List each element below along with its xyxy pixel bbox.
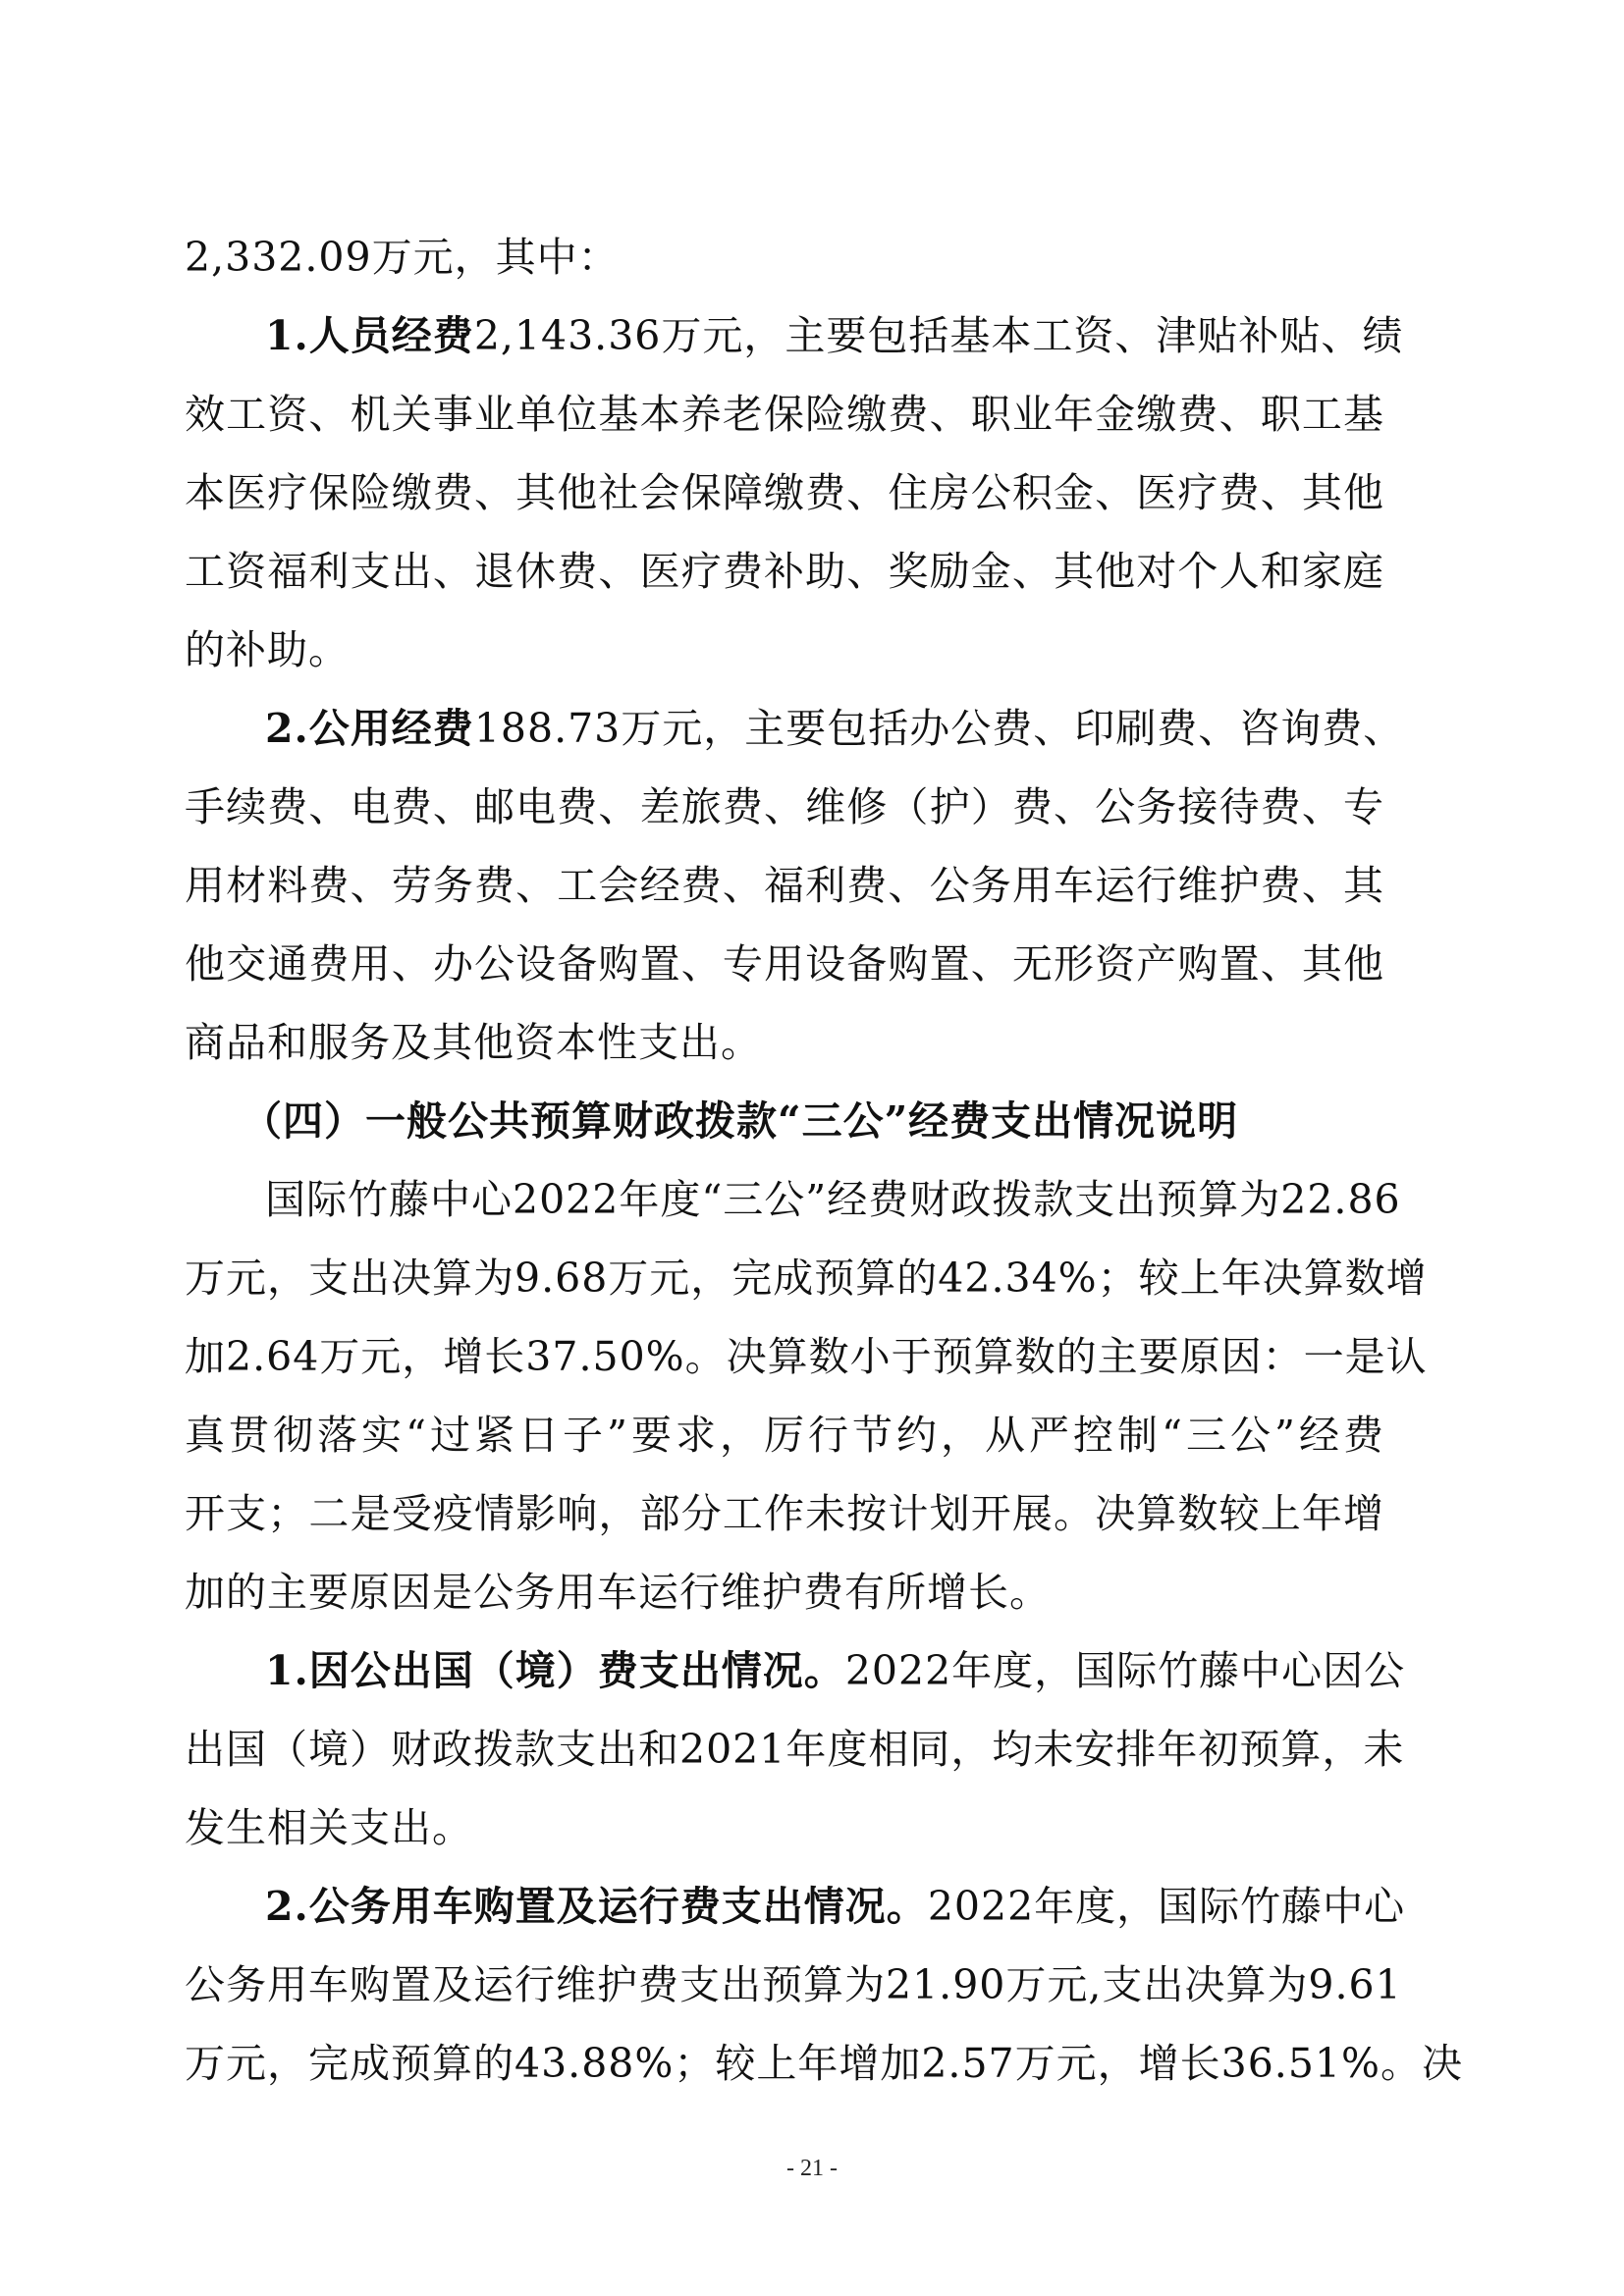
item-text: 2022年度，国际竹藤中心: [927, 1883, 1406, 1930]
text-line: 2,332.09万元，其中：: [185, 234, 620, 281]
text-line: 真贯彻落实“过紧日子”要求，厉行节约，从严控制“三公”经费: [185, 1412, 1384, 1459]
text-line: 万元，完成预算的43.88%；较上年增加2.57万元，增长36.51%。决: [185, 2040, 1463, 2087]
text-line: 手续费、电费、邮电费、差旅费、维修（护）费、公务接待费、专: [185, 783, 1384, 830]
text-line: [185, 296, 1404, 375]
text-line: [185, 689, 1405, 768]
text-line: 本医疗保险缴费、其他社会保障缴费、住房公积金、医疗费、其他: [185, 469, 1384, 516]
text-line: 用材料费、劳务费、工会经费、福利费、公务用车运行维护费、其: [185, 862, 1384, 909]
text-line: 的补助。: [185, 626, 350, 673]
text-line: [185, 1631, 1406, 1710]
section-heading: （四）一般公共预算财政拨款“三公”经费支出情况说明: [242, 1097, 1239, 1145]
text-line: 发生相关支出。: [185, 1804, 473, 1851]
text-line: 万元，支出决算为9.68万元，完成预算的42.34%；较上年决算数增: [185, 1255, 1428, 1302]
text-line: 开支；二是受疫情影响，部分工作未按计划开展。决算数较上年增: [185, 1490, 1384, 1537]
item-text: 2022年度，国际竹藤中心因公: [844, 1647, 1406, 1694]
item-lead: 2.公用经费: [265, 705, 474, 752]
text-line: 工资福利支出、退休费、医疗费补助、奖励金、其他对个人和家庭: [185, 548, 1384, 595]
text-line: 商品和服务及其他资本性支出。: [185, 1019, 762, 1066]
item-lead: 1.人员经费: [265, 312, 474, 359]
text-line: [185, 1867, 1406, 1946]
text-line: 加2.64万元，增长37.50%。决算数小于预算数的主要原因：一是认: [185, 1333, 1428, 1380]
item-text: 188.73万元，主要包括办公费、印刷费、咨询费、: [473, 705, 1405, 752]
page-number: - 21 -: [786, 2156, 838, 2181]
text-line: 出国（境）财政拨款支出和2021年度相同，均未安排年初预算，未: [185, 1726, 1405, 1773]
text-line: 效工资、机关事业单位基本养老保险缴费、职业年金缴费、职工基: [185, 391, 1384, 438]
text-line: 国际竹藤中心2022年度“三公”经费财政拨款支出预算为22.86: [265, 1176, 1401, 1223]
text-line: 加的主要原因是公务用车运行维护费有所增长。: [185, 1569, 1051, 1616]
text-line: 他交通费用、办公设备购置、专用设备购置、无形资产购置、其他: [185, 940, 1384, 988]
item-lead: 2.公务用车购置及运行费支出情况。: [265, 1883, 928, 1930]
item-text: 2,143.36万元，主要包括基本工资、津贴补贴、绩: [473, 312, 1404, 359]
text-line: 公务用车购置及运行维护费支出预算为21.90万元,支出决算为9.61: [185, 1961, 1402, 2008]
item-lead: 1.因公出国（境）费支出情况。: [265, 1647, 845, 1694]
body-text: [185, 218, 1463, 2103]
